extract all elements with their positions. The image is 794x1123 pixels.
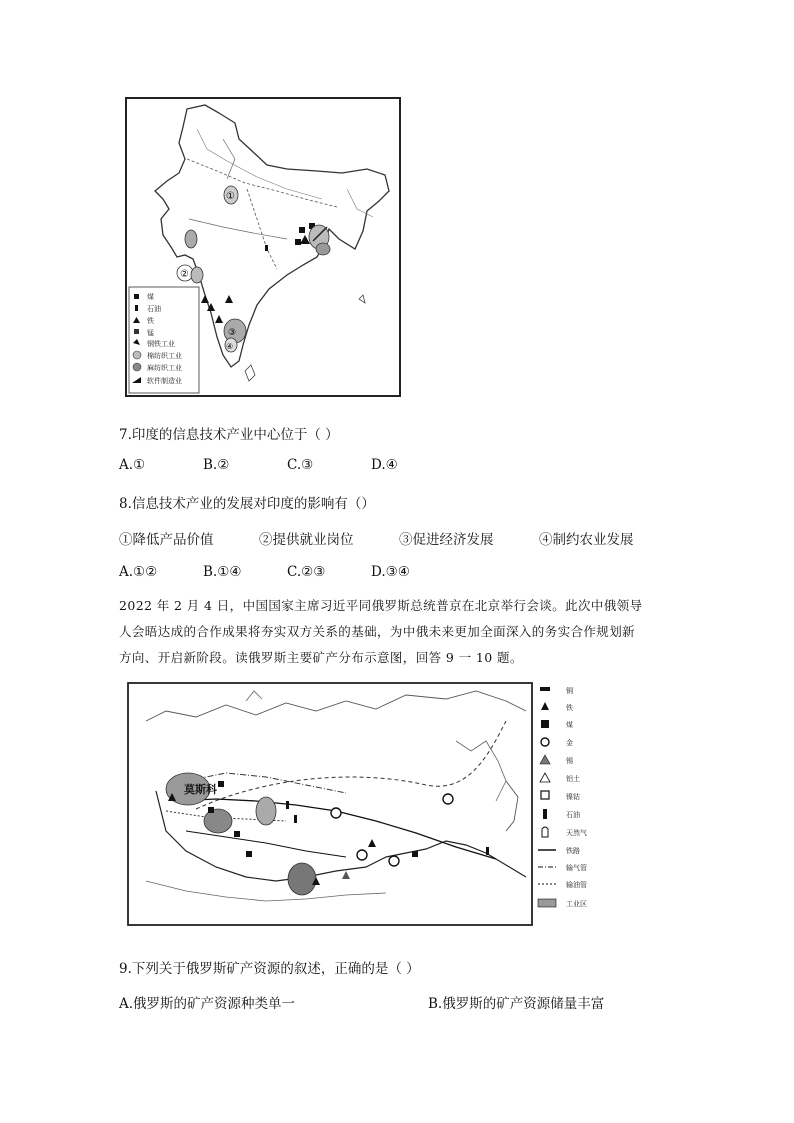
q7-stem: 7.印度的信息技术产业中心位于（ ） (119, 427, 339, 443)
legend2-oil-pipeline: 输油管 (566, 881, 587, 889)
legend1-oil: 石油 (147, 305, 161, 313)
q9-option-b[interactable]: B.俄罗斯的矿产资源储量丰富 (428, 996, 605, 1012)
legend1-cotton: 棉纺织工业 (147, 352, 182, 360)
q7-option-a[interactable]: A.① (119, 457, 146, 473)
legend1-software: 软件制造业 (147, 377, 182, 385)
q7-option-c[interactable]: C.③ (287, 457, 314, 473)
q9-option-a[interactable]: A.俄罗斯的矿产资源种类单一 (119, 996, 296, 1012)
legend1-coal: 煤 (147, 293, 154, 301)
legend1-jute: 麻纺织工业 (147, 364, 182, 372)
map2-city-label: 莫斯科 (184, 783, 217, 796)
passage-line-2: 人会晤达成的合作成果将夯实双方关系的基础，为中俄未来更加全面深入的务实合作规划新 (119, 624, 636, 639)
legend2-industrial-zone: 工业区 (566, 900, 587, 908)
legend2-nickel-cobalt: 镍钴 (566, 793, 580, 801)
q7-option-b[interactable]: B.② (203, 457, 230, 473)
q8-statement-3: ③促进经济发展 (399, 532, 494, 548)
q7-option-d[interactable]: D.④ (371, 457, 398, 473)
circle-label-3: ③ (228, 328, 237, 338)
legend2-iron: 铁 (566, 704, 573, 712)
legend2-coal: 煤 (566, 721, 573, 729)
q9-stem: 9.下列关于俄罗斯矿产资源的叙述，正确的是（ ） (119, 961, 420, 977)
legend2-gas-pipeline: 输气管 (566, 864, 587, 872)
russia-map-drawing (126, 681, 632, 927)
russia-map (126, 681, 632, 927)
q8-statement-1: ①降低产品价值 (119, 532, 214, 548)
q8-statement-4: ④制约农业发展 (539, 532, 634, 548)
map2-legend (538, 686, 587, 908)
legend2-tin: 锡 (566, 757, 573, 765)
legend2-gas: 天然气 (566, 829, 587, 837)
legend2-oil: 石油 (566, 811, 580, 819)
circle-label-4: ④ (226, 342, 234, 351)
india-map (125, 97, 401, 397)
legend2-gold: 金 (566, 739, 573, 747)
q8-option-b[interactable]: B.①④ (203, 564, 242, 580)
circle-label-1: ① (226, 191, 235, 202)
q8-option-a[interactable]: A.①② (119, 564, 158, 580)
legend2-railway: 铁路 (566, 847, 580, 855)
passage-line-3: 方向、开启新阶段。读俄罗斯主要矿产分布示意图，回答 9 一 10 题。 (119, 650, 523, 665)
legend2-bauxite: 铝土 (566, 775, 580, 783)
circle-label-2: ② (180, 269, 189, 280)
legend1-iron: 铁 (147, 317, 154, 325)
legend1-manganese: 锰 (147, 329, 154, 337)
india-map-drawing (127, 99, 399, 395)
q8-option-c[interactable]: C.②③ (287, 564, 326, 580)
passage-line-1: 2022 年 2 月 4 日，中国国家主席习近平同俄罗斯总统普京在北京举行会谈。此次中俄领导 (119, 598, 643, 613)
q8-option-d[interactable]: D.③④ (371, 564, 410, 580)
legend2-copper: 铜 (566, 687, 573, 695)
q8-stem: 8.信息技术产业的发展对印度的影响有（） (119, 496, 375, 512)
q8-statement-2: ②提供就业岗位 (259, 532, 354, 548)
legend1-steel: 钢铁工业 (147, 340, 175, 348)
